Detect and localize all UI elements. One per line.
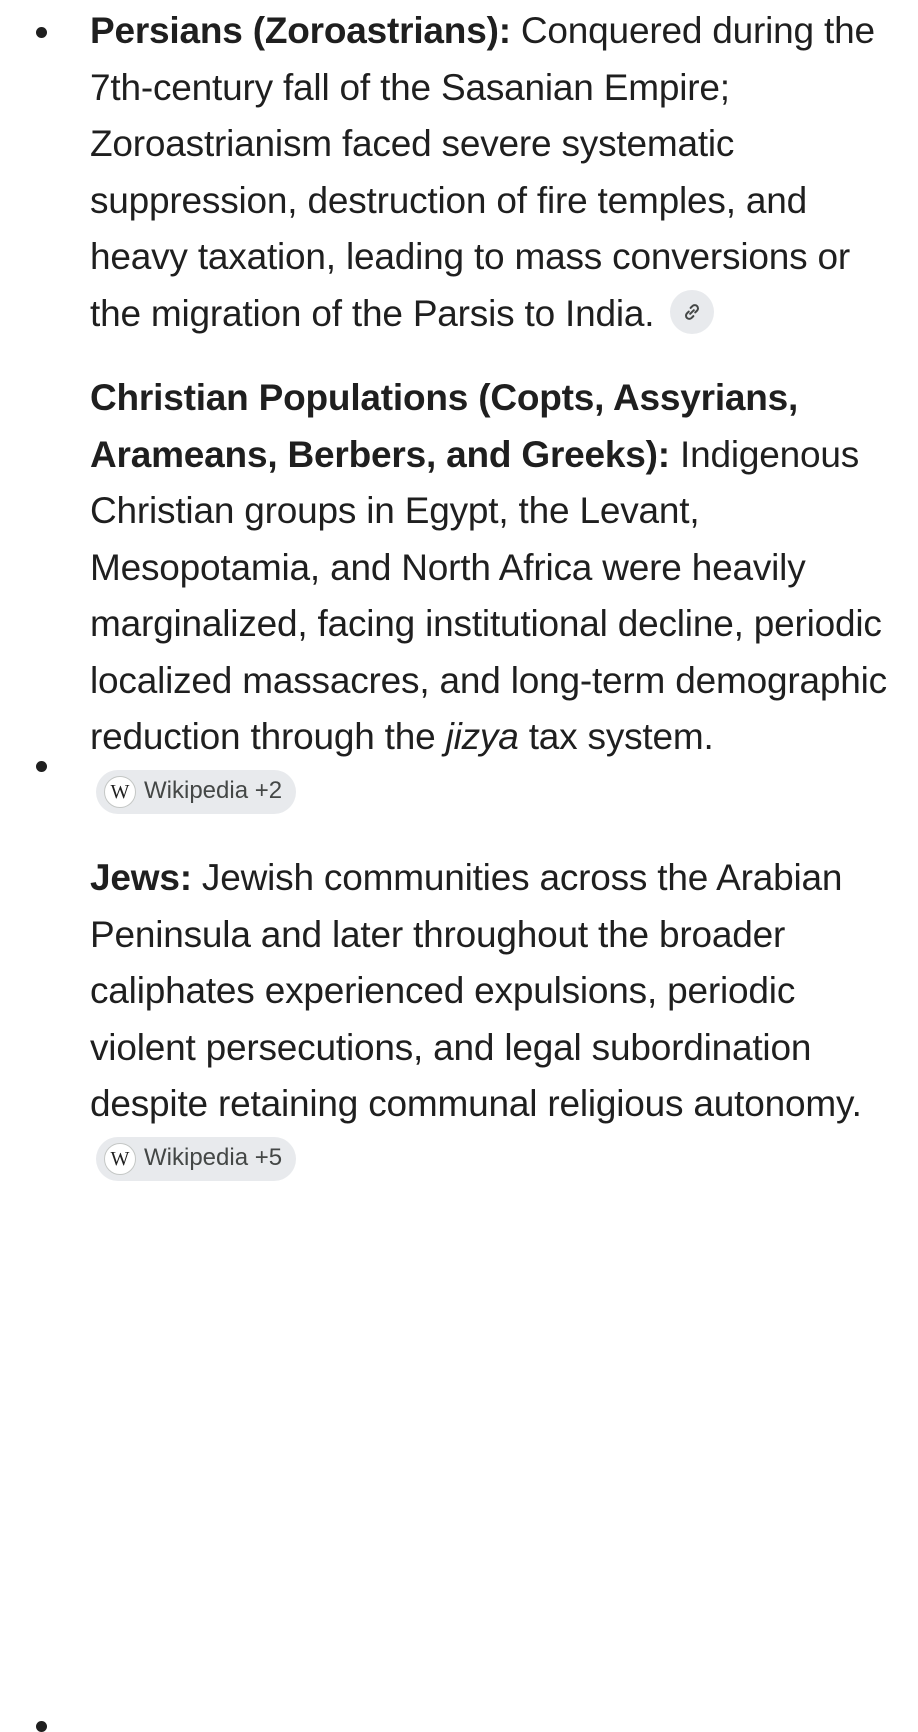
list-item-persians	[0, 3, 918, 342]
item-text: Conquered during the 7th-century fall of the Sasanian Empire; Zoroastrianism faced severe systematic suppression, destruction of fire temples, and heavy taxation, leading to mass conversions or the migration of the Parsis to India.	[90, 10, 875, 334]
bullet-dot	[36, 761, 47, 772]
source-link-chip[interactable]	[670, 290, 714, 334]
source-chip-wikipedia[interactable]	[96, 1137, 296, 1181]
item-text-italic: jizya	[445, 716, 519, 757]
wikipedia-icon: W	[104, 1143, 136, 1175]
item-text: Jewish communities across the Arabian Peninsula and later throughout the broader caliphates experienced expulsions, periodic violent persecutions, and legal subordination despite retaining communal religious autonomy.	[90, 857, 862, 1124]
item-heading: Persians (Zoroastrians):	[90, 10, 511, 51]
list-item-christian-populations	[0, 370, 918, 822]
bullet-dot	[36, 1721, 47, 1732]
item-text: tax system.	[518, 716, 714, 757]
list-item-jews	[0, 850, 918, 1189]
item-text: Indigenous Christian groups in Egypt, the Levant, Mesopotamia, and North Africa were heavily marginalized, facing institutional decline, periodic localized massacres, and long-term demographic reduction through the	[90, 433, 887, 757]
source-chip-wikipedia[interactable]	[96, 770, 296, 814]
item-heading: Christian Populations (Copts, Assyrians, Arameans, Berbers, and Greeks):	[90, 377, 799, 475]
source-chip-label: Wikipedia +2	[144, 777, 283, 805]
item-heading: Jews:	[90, 857, 192, 898]
wikipedia-icon: W	[104, 776, 136, 808]
source-chip-label: Wikipedia +5	[144, 1144, 283, 1172]
bullet-dot	[36, 27, 47, 38]
link-icon	[681, 301, 703, 323]
